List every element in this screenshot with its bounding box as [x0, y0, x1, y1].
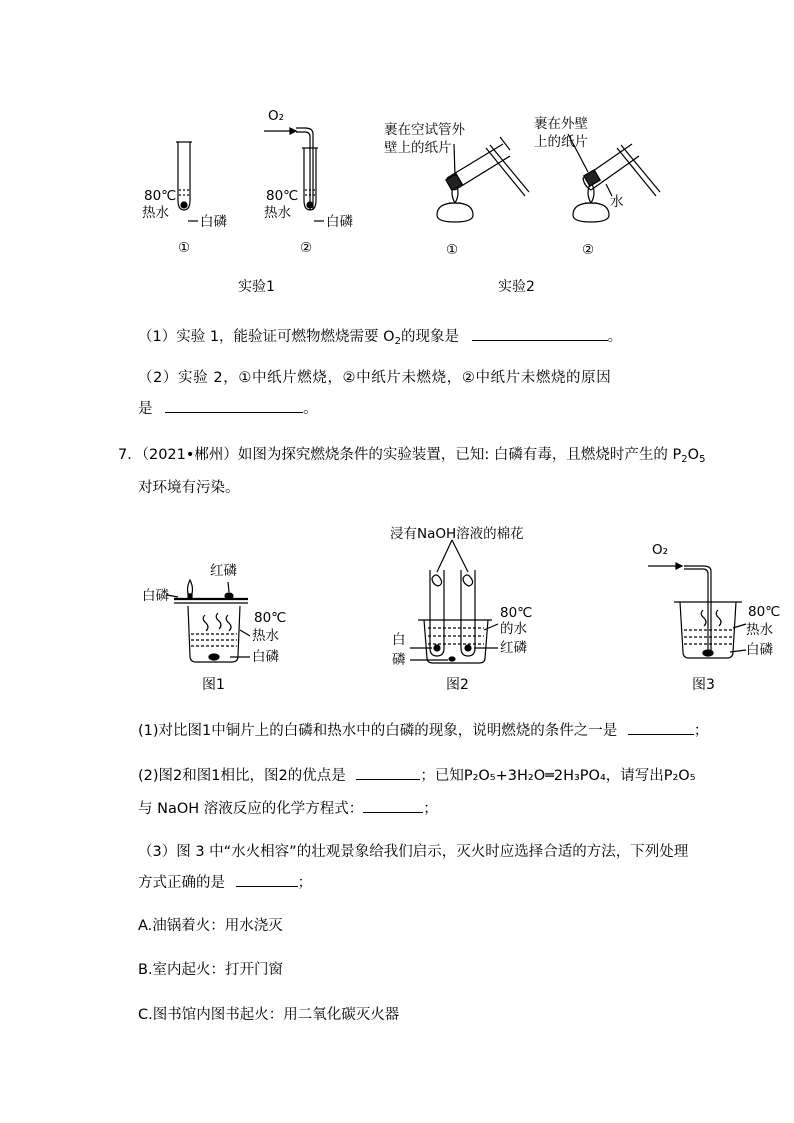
exp1-o2-label: O₂ — [268, 108, 285, 124]
fig2-caption: 图2 — [446, 677, 469, 693]
fig2-temp: 80℃ — [500, 605, 533, 621]
exp1-caption: 实验1 — [238, 279, 275, 295]
fig2-water: 的水 — [500, 621, 527, 637]
fig1-water: 热水 — [252, 628, 279, 644]
exp2-num-1: ① — [446, 242, 459, 258]
exp1-water-2: 热水 — [264, 205, 291, 221]
exp1-temp-2: 80℃ — [266, 188, 299, 204]
fig1-temp: 80℃ — [254, 610, 287, 626]
q7-option-c: C.图书馆内图书起火：用二氧化碳灭火器 — [138, 1007, 400, 1023]
fig1-white-p2: 白磷 — [252, 649, 279, 665]
q7-p2-line1: (2)图2和图1相比，图2的优点是 ；已知P₂O₅+3H₂O═2H₃PO₄，请写出P₂O₅ — [138, 765, 696, 786]
fig3-water: 热水 — [746, 622, 773, 638]
exp2-label-2-line2: 上的纸片 — [534, 134, 588, 150]
fig3-oxygen-tube — [684, 569, 708, 652]
exp2-num-2: ② — [582, 242, 595, 258]
q7-p1: (1)对比图1中铜片上的白磷和热水中的白磷的现象，说明燃烧的条件之一是 ； — [138, 720, 708, 741]
fig2-white-b: 磷 — [392, 652, 406, 668]
fig3-white-p: 白磷 — [746, 642, 773, 658]
exp1-num-1: ① — [178, 240, 191, 256]
exp1-phosphorus-1: 白磷 — [200, 214, 227, 230]
fig1-white-p: 白磷 — [142, 588, 169, 604]
exp1-temp-1: 80℃ — [144, 188, 177, 204]
q6-part1: （1）实验 1，能验证可燃物燃烧需要 $O_2$的现象是 。 — [138, 326, 622, 347]
q7-p3-line1: （3）图 3 中“水火相容”的壮观景象给我们启示，灭火时应选择合适的方法，下列处理 — [138, 844, 689, 860]
q7-intro-line2: 对环境有污染。 — [138, 480, 240, 496]
exp2-caption: 实验2 — [498, 279, 535, 295]
q7-p2-line2: 与 NaOH 溶液反应的化学方程式： ； — [138, 798, 438, 819]
fig3-caption: 图3 — [692, 677, 715, 693]
fig2-white-a: 白 — [392, 632, 406, 648]
q7-p2-blank-1[interactable] — [356, 765, 420, 780]
exp1-num-2: ② — [300, 240, 313, 256]
fig3-o2: O₂ — [652, 542, 669, 558]
fig1-white-phosphorus-water — [209, 654, 219, 660]
q7-p1-blank[interactable] — [628, 720, 694, 735]
exp2-label-1-line1: 裹在空试管外 — [384, 122, 465, 138]
exp2-water: 水 — [610, 194, 624, 210]
q6-part2-line1: （2）实验 2，①中纸片燃烧，②中纸片未燃烧，②中纸片未燃烧的原因 — [138, 370, 612, 386]
fig1-caption: 图1 — [202, 677, 225, 693]
q6-part2-line2: 是 。 — [138, 398, 318, 419]
q7-p3-blank[interactable] — [236, 872, 298, 887]
exp2-label-2-line1: 裹在外壁 — [534, 116, 588, 132]
fig2-cotton: 浸有NaOH溶液的棉花 — [390, 526, 524, 542]
q7-p3-line2: 方式正确的是 ； — [138, 872, 312, 893]
fig1-red-p: 红磷 — [210, 563, 237, 579]
fig3-temp: 80℃ — [748, 604, 781, 620]
exp1-water-1: 热水 — [142, 205, 169, 221]
exp1-phosphorus-2: 白磷 — [326, 214, 353, 230]
q7-p2-blank-2[interactable] — [363, 798, 423, 813]
fig2-beaker — [424, 620, 488, 663]
fig2-red-p: 红磷 — [500, 640, 527, 656]
exp2-label-1-line2: 壁上的纸片 — [384, 140, 452, 156]
q7-intro-line1: 7．（2021•郴州）如图为探究燃烧条件的实验装置，已知: 白磷有毒，且燃烧时产生的 $P_2O_5$ — [118, 447, 706, 465]
q7-option-a: A.油锅着火：用水浇灭 — [138, 918, 283, 934]
q7-option-b: B.室内起火：打开门窗 — [138, 962, 284, 978]
